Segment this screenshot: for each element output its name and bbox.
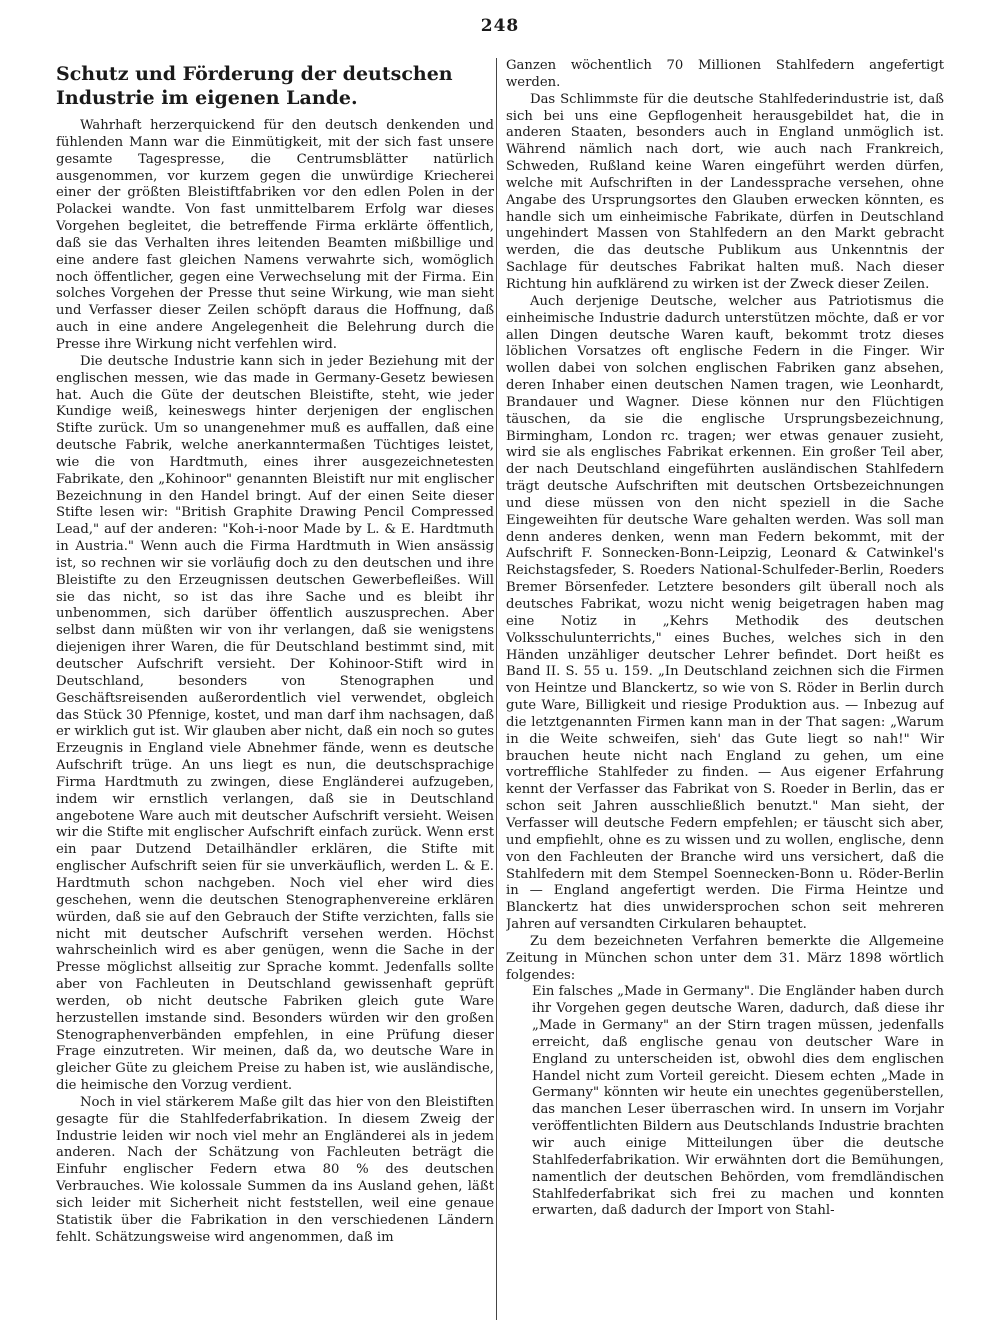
quoted-paragraph: Ein falsches „Made in Germany". Die Engländer haben durch ihr Vorgehen gegen deutsche Waren, dadurch, daß diese ihr „Made in Germany" an der Stirn tragen müssen, jedenfalls erreicht, daß englische genau von deutscher Ware in England zu unterscheiden ist, obwohl dies dem englischen Handel nicht zum Vorteil gereicht. Diesem echten „Made in Germany" könnten wir heute ein unechtes gegenüberstellen, das manchen Leser überraschen wird. In unsern im Vorjahr veröffentlichten Bildern aus Deutschlands Industrie brachten wir auch einige Mitteilungen über die deutsche Stahlfederfabrikation. Wir erwähnten dort die Bemühungen, namentlich der deutschen Behörden, vom fremdländischen Stahlfederfabrikat sich frei zu machen und konnten erwarten, daß dadurch der Import von Stahl-	[532, 984, 944, 1219]
page-number: 248	[480, 16, 520, 36]
paragraph: Zu dem bezeichneten Verfahren bemerkte die Allgemeine Zeitung in München schon unter dem 31. März 1898 wörtlich folgendes:	[506, 933, 944, 983]
paragraph: Wahrhaft herzerquickend für den deutsch denkenden und fühlenden Mann war die Einmütigkeit, mit der sich fast unsere gesamte Tagespresse, die Centrumsblätter natürlich ausgenommen, vor kurzem gegen die unwürdige Kriecherei einer der größten Bleistiftfabriken vor den edlen Polen in der Polackei wandte. Von fast unmittelbarem Erfolg war dieses Vorgehen begleitet, die betreffende Firma erklärte öffentlich, daß sie das Verhalten ihres leitenden Beamten mißbillige und eine andere fast gleichen Namens verwahrte sich, womöglich noch öffentlicher, gegen eine Verwechselung mit der Firma. Ein solches Vorgehen der Presse thut seine Wirkung, wie man sieht und Verfasser dieser Zeilen schöpft daraus die Hoffnung, daß auch in eine andere Angelegenheit die Belehrung durch die Presse ihre Wirkung nicht verfehlen wird.	[56, 118, 494, 352]
article-title: Schutz und Förderung der deutschen Industrie im eigenen Lande.	[56, 63, 453, 109]
right-column	[506, 58, 944, 1320]
paragraph: Die deutsche Industrie kann sich in jeder Beziehung mit der englischen messen, wie das made in Germany-Gesetz bewiesen hat. Auch die Güte der deutschen Bleistifte, steht, wie jeder Kundige weiß, keineswegs hinter derjenigen der englischen Stifte zurück. Um so unangenehmer muß es auffallen, daß eine deutsche Fabrik, welche anerkanntermaßen Tüchtiges leistet, wie die von Hardtmuth, eines ihrer ausgezeichnetesten Fabrikate, den „Kohinoor" genannten Bleistift nur mit englischer Bezeichnung in den Handel bringt. Auf der einen Seite dieser Stifte lesen wir: "British Graphite Drawing Pencil Compressed Lead," auf der anderen: "Koh-i-noor Made by L. & E. Hardtmuth in Austria." Wenn auch die Firma Hardtmuth in Wien ansässig ist, so rechnen wir sie vorläufig doch zu den deutschen und ihre Bleistifte zu den Erzeugnissen deutschen Gewerbefleißes. Will sie das nicht, so ist das ihre Sache und es bleibt ihr unbenommen, sich darüber öffentlich auszusprechen. Aber selbst dann müßten wir von ihr verlangen, daß sie wenigstens diejenigen ihrer Waren, die für Deutschland bestimmt sind, mit deutscher Aufschrift versieht. Der Kohinoor-Stift wird in Deutschland, besonders von Stenographen und Geschäftsreisenden außerordentlich viel verwendet, obgleich das Stück 30 Pfennige, kostet, und man darf ihm nachsagen, daß er wirklich gut ist. Wir glauben aber nicht, daß ein noch so gutes Erzeugnis in England viele Abnehmer fände, wenn es deutsche Aufschrift trüge. An uns liegt es nun, die deutschsprachige Firma Hardtmuth zu zwingen, diese Engländerei aufzugeben, indem wir ernstlich verlangen, daß sie in Deutschland angebotene Ware auch mit deutscher Aufschrift versieht. Weisen wir die Stifte mit englischer Aufschrift einfach zurück. Wenn erst ein paar Dutzend Detailhändler erklären, die Stifte mit englischer Aufschrift seien für sie unverkäuflich, werden L. & E. Hardtmuth schon nachgeben. Noch viel eher wird dies geschehen, wenn die deutschen Stenographenvereine erklären würden, daß sie auf den Gebrauch der Stifte verzichten, falls sie nicht mit deutscher Aufschrift versehen werden. Höchst wahrscheinlich wird es aber genügen, wenn die Sache in der Presse möglichst allseitig zur Sprache kommt. Jedenfalls sollte aber von Fachleuten in Deutschland gewissenhaft geprüft werden, ob nicht deutsche Fabriken gleich gute Ware herzustellen imstande sind. Besonders würden wir den großen Stenographenverbänden empfehlen, in eine Prüfung dieser Frage einzutreten. Wir meinen, daß da, wo deutsche Ware in gleicher Güte zu gleichem Preise zu haben ist, wie ausländische, die heimische den Vorzug verdient.	[56, 353, 494, 1094]
column-divider	[496, 58, 497, 1320]
paragraph-continuation: Ganzen wöchentlich 70 Millionen Stahlfedern angefertigt werden.	[506, 58, 944, 90]
paragraph: Auch derjenige Deutsche, welcher aus Patriotismus die einheimische Industrie dadurch unterstützen möchte, daß er vor allen Dingen deutsche Waren kauft, bekommt trotz dieses löblichen Vorsatzes oft englische Federn in die Finger. Wir wollen dabei von solchen englischen Fabriken ganz absehen, deren Inhaber einen deutschen Namen tragen, wie Leonhardt, Brandauer und Wagner. Diese können nur den Flüchtigen täuschen, da sie die englische Ursprungsbezeichnung, Birmingham, London rc. tragen; wer etwas genauer zusieht, wird sie als englisches Fabrikat erkennen. Ein großer Teil aber, der nach Deutschland eingeführten ausländischen Stahlfedern trägt deutsche Aufschriften mit deutschen Ortsbezeichnungen und diese müssen von den nicht speziell in die Sache Eingeweihten für deutsche Ware gehalten werden. Was soll man denn anderes denken, wenn man Federn bekommt, mit der Aufschrift F. Sonnecken-Bonn-Leipzig, Leonard & Catwinkel's Reichstagsfeder, S. Roeders National-Schulfeder-Berlin, Roeders Bremer Börsenfeder. Letztere besonders gilt überall noch als deutsches Fabrikat, wozu nicht wenig beigetragen haben mag eine Notiz in „Kehrs Methodik des deutschen Volksschulunterrichts," eines Buches, welches sich in den Händen unzähliger deutscher Lehrer befindet. Dort heißt es Band II. S. 55 u. 159. „In Deutschland zeichnen sich die Firmen von Heintze und Blanckertz, so wie von S. Röder in Berlin durch gute Ware, Billigkeit und riesige Produktion aus. — Inbezug auf die letztgenannten Firmen kann man in der That sagen: „Warum in die Weite schweifen, sieh' das Gute liegt so nah!" Wir brauchen heute nicht nach England zu gehen, um eine vortreffliche Stahlfeder zu finden. — Aus eigener Erfahrung kennt der Verfasser das Fabrikat von S. Roeder in Berlin, das er schon seit Jahren ausschließlich benutzt." Man sieht, der Verfasser will deutsche Federn empfehlen; er täuscht sich aber, und empfiehlt, ohne es zu wissen und zu wollen, englische, denn von den Fachleuten der Branche wird uns versichert, daß die Stahlfedern mit dem Stempel Soennecken-Bonn u. Röder-Berlin in — England angefertigt werden. Die Firma Heintze und Blanckertz hat dies unwidersprochen schon seit mehreren Jahren auf versandten Cirkularen behauptet.	[506, 293, 944, 933]
paragraph: Noch in viel stärkerem Maße gilt das hier von den Bleistiften gesagte für die Stahlfederfabrikation. In diesem Zweig der Industrie leiden wir noch viel mehr an Engländerei als in jedem anderen. Nach der Schätzung von Fachleuten beträgt die Einfuhr englischer Federn etwa 80 % des deutschen Verbrauches. Wie kolossale Summen da ins Ausland gehen, läßt sich leider mit Sicherheit nicht feststellen, weil eine genaue Statistik über die Fabrikation in den verschiedenen Ländern fehlt. Schätzungsweise wird angenommen, daß im	[56, 1094, 494, 1245]
left-column	[56, 58, 494, 1320]
paragraph: Das Schlimmste für die deutsche Stahlfederindustrie ist, daß sich bei uns eine Gepflogenheit herausgebildet hat, die in anderen Staaten, besonders auch in England unmöglich ist. Während nämlich nach dort, wie auch nach Frankreich, Schweden, Rußland keine Waren eingeführt werden dürfen, welche mit Aufschriften in der Landessprache versehen, ohne Angabe des Ursprungsortes den Glauben erwecken könnten, es handle sich um einheimische Fabrikate, dürfen in Deutschland ungehindert Massen von Stahlfedern an den Markt gebracht werden, die das deutsche Publikum aus Unkenntnis der Sachlage für deutsches Fabrikat halten muß. Nach dieser Richtung hin aufklärend zu wirken ist der Zweck dieser Zeilen.	[506, 91, 944, 292]
